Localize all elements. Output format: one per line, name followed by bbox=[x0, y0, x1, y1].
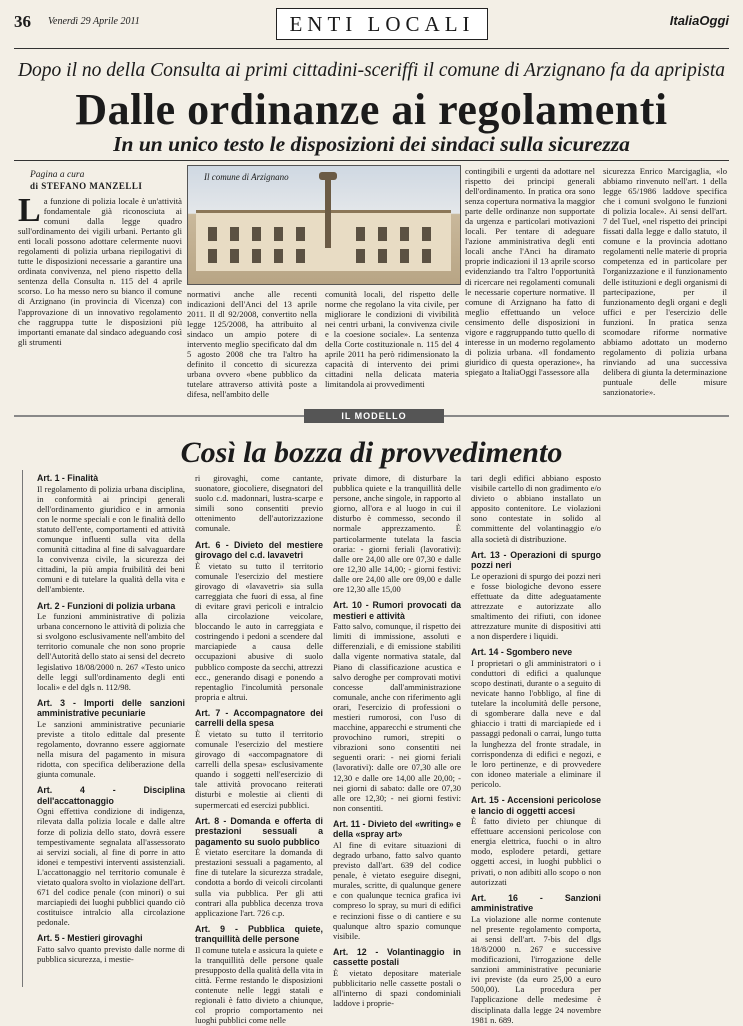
art-10: Art. 10 - Rumori provocati da mestieri e attività Fatto salvo, comunque, il rispetto dei limiti di immissione, assoluti e differenziali, e di emissione stabiliti dalla vigente normativa statale, dal Piano di classificazione acustica e salvo deroghe per comprovati motivi concesse dall'amministrazione comunale, anche con riferimento agli orari, l'esercizio di professioni o mestieri rumorosi, con l'uso di macchine, apparecchi e strumenti che provochino rumori, strepiti o vibrazioni sono consentiti nei seguenti orari: - nei giorni feriali (lavorativi): dalle ore 07,30 alle ore 12,30 e dalle ore 14,00 alle 20,00; - nei giorni di sabato: dalle ore 07,30 alle ore 12,30; - nei giorni festivi: non consentiti. bbox=[333, 600, 461, 813]
byline-prefix: Pagina a cura bbox=[30, 170, 85, 180]
art-13: Art. 13 - Operazioni di spurgo pozzi neri Le operazioni di spurgo dei pozzi neri e fosse biologiche devono essere effettuate da ditte adeguatamente attrezzate e autorizzate allo smaltimento dei rifiuti, con idonee attrezzature munite di dispositivi atti a non disperdere i liquidi. bbox=[471, 549, 601, 642]
regulation-column-3 bbox=[333, 473, 461, 1009]
art-14: Art. 14 - Sgombero neve I proprietari o gli amministratori o i conduttori di edifici a qualunque scopo destinati, durante o a seguito di nevicate hanno l'obbligo, al fine di tutelare la incolumità delle persone, di sgomberare dalla neve e dal ghiaccio i tratti di marciapiede ed i passaggi pedonali o carrai, lungo tutta la lunghezza del fronte stradale, in corrispondenza di edifici e negozi, e le loro pertinenze, e di provvedere con idoneo materiale a eliminare il pericolo. bbox=[471, 647, 601, 789]
photo-building bbox=[196, 210, 451, 271]
page-header bbox=[14, 6, 729, 52]
article-column-4 bbox=[465, 166, 595, 401]
byline-author: di STEFANO MANZELLI bbox=[30, 181, 143, 191]
photo-column bbox=[325, 178, 331, 248]
art-11: Art. 11 - Divieto del «writing» e della «spray art» Al fine di evitare situazioni di degrado urbano, fatto salvo quanto previsto dall'art. 639 del codice penale, è vietato eseguire disegni, murales, scritte, di qualunque genere e con qualunque tecnica grafica ivi compreso lo spray, su muri di edifici e recinzioni fisse o di cantiere e su qualunque altro spazio comunque visibile. bbox=[333, 818, 461, 941]
article-column-1-text: a funzione di polizia locale è un'attività fondamentale già riconosciuta ai comuni dalla legge quadro sull'ordinamento dei vigili urbani. Pertanto gli enti locali possono adottare celermente nuovi regolamenti di polizia urbana riepilogativi di tutte le disposizioni necessarie a garantire una ordinata convivenza, nel pieno rispetto della sentenza della Consulta n. 115 del 4 aprile scorso. Lo ha messo nero su bianco il comune di Arzignano (in provincia di Vicenza) con l'approvazione di un innovativo regolamento che raggruppa tutte le disposizioni più importanti emanate dal sindaco adeguando così gli strumenti bbox=[18, 196, 182, 347]
regulation-column-2 bbox=[195, 473, 323, 1026]
article-column-2 bbox=[187, 289, 317, 401]
art-7: Art. 7 - Accompagnatore dei carrelli della spesa È vietato su tutto il territorio comunale l'esercizio del mestiere girovago di «accompagnatore di carrelli della spesa» esclusivamente quando i soggetti nell'esercizio di tale attività provocano reiterati disturbi e molestie ai clienti di supermercati ed esercizi pubblici. bbox=[195, 707, 323, 810]
page-number: 36 bbox=[14, 12, 31, 31]
header-rule bbox=[14, 48, 729, 49]
modello-tag: IL MODELLO bbox=[304, 409, 444, 423]
art-8: Art. 8 - Domanda e offerta di prestazioni sessuali a pagamento su suolo pubblico È vietato esercitare la domanda di prestazioni sessuali a pagamento, al fine di tutelare la sicurezza stradale, condotta a bordo di veicoli circolanti sulla via pubblica. Per gli atti contrari alla pubblica decenza trova applicazione l'art. 726 c.p. bbox=[195, 815, 323, 918]
regulation-column-4 bbox=[471, 473, 601, 1025]
article-kicker: Dopo il no della Consulta ai primi cittadini-sceriffi il comune di Arzignano fa da apripista bbox=[17, 60, 726, 81]
art-16: Art. 16 - Sanzioni amministrative La violazione alle norme contenute nel presente regolamento comporta, ai sensi dell'art. 7-bis del dlgs 18/8/2000 n. 267 e successive modificazioni, l'irrogazione delle sanzioni amministrative pecuniarie ivi previste (da euro 25,00 a euro 500,00). La procedura per l'applicazione delle medesime è disciplinata dalla legge 24 novembre 1981 n. 689. bbox=[471, 892, 601, 1025]
dropcap: L bbox=[18, 192, 41, 229]
article-column-2-text: normativi anche alle recenti indicazioni dell'Anci del 13 aprile 2011. Il dl 92/2008, convertito nella legge 125/2008, ha attribuito al sindaco un ampio potere di intervento meglio specificato dal dm 5 agosto 2008 che tra l'altro ha definito il concetto di sicurezza urbana ovvero «bene pubblico da tutelare attraverso attività poste a difesa, nell'ambito delle bbox=[187, 289, 317, 400]
article-subtitle: In un unico testo le disposizioni dei sindaci sulla sicurezza bbox=[113, 132, 630, 156]
art-9: Art. 9 - Pubblica quiete, tranquillità delle persone Il comune tutela e assicura la quiete e la tranquillità delle persone quale presupposto della qualità della vita in città. Ferme restando le disposizioni contenute nelle leggi statali e regionali è fatto divieto a chiunque, col proprio comportamento nei luoghi pubblici come nelle bbox=[195, 923, 323, 1026]
art-5: Art. 5 - Mestieri girovaghi Fatto salvo quanto previsto dalle norme di pubblica sicurezza, i mestie- bbox=[37, 933, 185, 965]
art-5-continued: ri girovaghi, come cantante, suonatore, giocoliere, disegnatori del suolo c.d. madonnari, lustra-scarpe e simili sono consentiti previo ottenimento dell'autorizzazione comunale. bbox=[195, 473, 323, 534]
section-label: ENTI LOCALI bbox=[276, 8, 488, 40]
art-1: Art. 1 - Finalità Il regolamento di polizia urbana disciplina, in conformità ai principi generali dell'ordinamento giuridico e in armonia con le norme speciali e con le finalità dello statuto dell'ente, comportamenti ed attività comunque influenti sulla vita della comunità cittadina al fine di salvaguardare la convivenza civile, la sicurezza dei cittadini, la più ampia fruibilità dei beni comuni e di tutelare la qualità della vita e dell'ambiente. bbox=[37, 473, 185, 595]
article-column-5-text: sicurezza Enrico Marcigaglia, «lo abbiamo rinvenuto nell'art. 1 della legge 65/1986 laddove specifica che i comuni svolgono le funzioni di polizia locale». Ai sensi dell'art. 7 del Tuel, «nel rispetto dei principi fissati dalla legge e dallo statuto, il comune e la provincia adottano regolamenti nelle materie di propria competenza ed in particolare per l'organizzazione e il funzionamento delle istituzioni e degli organismi di partecipazione, per il funzionamento degli organi e degli uffici e per l'esercizio delle funzioni. In pratica senza scomodare riforme normative abbiamo adottato un moderno regolamento di polizia urbana rinviando ad una successiva delibera di giunta la determinazione puntuale delle misure sanzionatorie». bbox=[603, 166, 727, 398]
page-date: Venerdì 29 Aprile 2011 bbox=[48, 16, 140, 27]
title-rule bbox=[14, 160, 729, 161]
article-column-3 bbox=[325, 289, 459, 401]
art-2: Art. 2 - Funzioni di polizia urbana Le funzioni amministrative di polizia urbana concernono le attività di polizia che si svolgono esclusivamente nell'ambito del territorio comunale che non sono proprie dell'Autorità dello stato ai sensi del decreto legislativo 18/08/2000 n. 267 «Testo unico delle leggi sull'ordinamento degli enti locali» e del dgls n. 112/98. bbox=[37, 600, 185, 692]
article-column-3-text: comunità locali, del rispetto delle norme che regolano la vita civile, per migliorare le condizioni di vivibilità nei centri urbani, la convivenza civile e la coesione sociale». La sentenza della Corte costituzionale n. 115 del 4 aprile 2011 ha però ridimensionato la capacità di intervento dei primi cittadini nella delicata materia limitandola ai provvedimenti bbox=[325, 289, 459, 390]
art-3: Art. 3 - Importi delle sanzioni amministrative pecuniarie Le sanzioni amministrative pecuniarie previste a titolo edittale dal presente regolamento, dovranno essere aggiornate nella misura del pagamento in misura ridotta, con specifica deliberazione della giunta comunale. bbox=[37, 697, 185, 780]
article-column-4-text: contingibili e urgenti da adottare nel rispetto dei principi generali dell'ordinamento. In pratica ora sono senza copertura normativa la maggior parte delle ordinanze non supportate da urgenza e particolari motivazioni locali. Per tentare di adeguare l'azione amministrativa degli enti locali anche l'Anci ha diramato proprie indicazioni il 13 aprile scorso evidenziando tra l'altro l'opportunità di ricercare nei regolamenti comunali le necessarie coperture normative. Il comune di Arzignano ha fatto di meglio effettuando un veloce censimento delle disposizioni in vigore e raggruppando tutto quello di interesse in un moderno regolamento di polizia urbana. «Il fondamento giuridico di questa operazione», ha spiegato a ItaliaOggi l'assessore alla bbox=[465, 166, 595, 377]
article-title: Dalle ordinanze ai regolamenti bbox=[75, 85, 668, 134]
art-12: Art. 12 - Volantinaggio in cassette postali È vietato depositare materiale pubblicitario nelle cassette postali o all'interno di spazi condominiali laddove i proprie- bbox=[333, 946, 461, 1009]
article-photo bbox=[187, 165, 461, 285]
newspaper-logo: ItaliaOggi bbox=[669, 13, 729, 28]
byline bbox=[30, 170, 142, 193]
art-15: Art. 15 - Accensioni pericolose e lancio di oggetti accesi È fatto divieto per chiunque di effettuare accensioni pericolose con energia elettrica, fuochi o in altro modo, esplodere petardi, gettare oggetti accesi, in luoghi pubblici o privati, o non adibiti allo scopo o non autorizzati bbox=[471, 795, 601, 887]
photo-caption: Il comune di Arzignano bbox=[204, 172, 289, 182]
article-column-1 bbox=[18, 192, 182, 401]
art-12-continued: tari degli edifici abbiano esposto visibile cartello di non gradimento e/o divieto o abbiano installato un apposito contenitore. Le violazioni sono contestate in solido al committente del volantinaggio e/o alla società di distribuzione. bbox=[471, 473, 601, 544]
article-column-5 bbox=[603, 166, 727, 401]
art-4: Art. 4 - Disciplina dell'accattonaggio Ogni effettiva condizione di indigenza, rilevata dalla polizia locale e dalle altre forze di polizia dello stato, dovrà essere tempestivamente segnalata all'assessorato ai servizi sociali, al fine di porre in atto idonei e tempestivi interventi assistenziali. L'accattonaggio nel territorio comunale è vietato qualora svolto in violazione dell'art. 671 del codice penale (con minori) o sui marciapiedi dei luoghi pubblici quando ciò costituisce intralcio alla circolazione pedonale. bbox=[37, 785, 185, 928]
regulation-box bbox=[22, 470, 723, 1026]
art-6: Art. 6 - Divieto del mestiere girovago del c.d. lavavetri È vietato su tutto il territorio comunale l'esercizio del mestiere girovago di «lavavetri» sia sulla carreggiata che fuori di essa, al fine di evitare gravi pericoli e intralcio alla circolazione veicolare, bloccando le auto in carreggiata e costringendo i pedoni a scendere dal marciapiede a causa delle occupazioni abusive di suolo pubblico composte da secchi, attrezzi ecc., generando disagi e ponendo a repentaglio l'incolumità personale propria e altrui. bbox=[195, 539, 323, 702]
modello-title: Così la bozza di provvedimento bbox=[180, 436, 563, 469]
art-9-continued: private dimore, di disturbare la pubblica quiete e la tranquillità delle persone, anche singole, in rapporto al giorno, all'ora e al luogo in cui il disturbo è commesso, secondo il normale apprezzamento. È particolarmente tutelata la fascia oraria: - giorni feriali (lavorativi): dalle ore 24,00 alle ore 07,30 e dalle ore 12,30 alle 14,00; - giorni festivi: dalle ore 24,00 alle ore 09,00 e dalle ore 12,30 alle 15,00 bbox=[333, 473, 461, 595]
regulation-column-1 bbox=[37, 473, 185, 985]
modello-divider bbox=[14, 409, 729, 423]
